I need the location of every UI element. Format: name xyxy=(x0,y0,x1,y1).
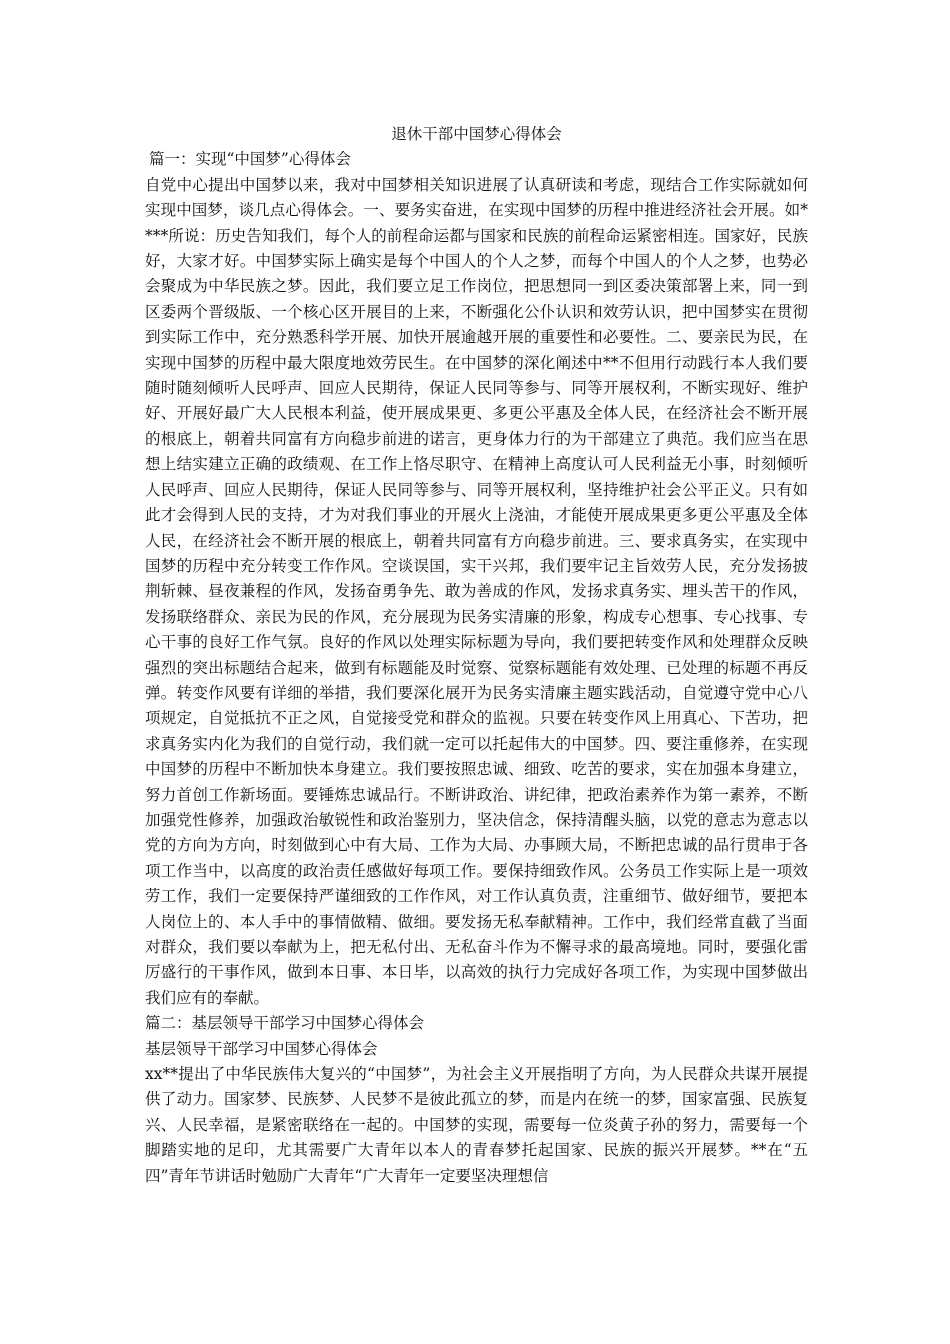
section-subheading-2: 基层领导干部学习中国梦心得体会 xyxy=(145,1039,378,1058)
document-title: 退休干部中国梦心得体会 xyxy=(391,125,562,143)
section-paragraph-2: xx**提出了中华民族伟大复兴的“中国梦”，为社会主义开展指明了方向，为人民群众共谋开展提供了动力。国家梦、民族梦、人民梦不是彼此孤立的梦，而是内在统一的梦，国家富强、民族复兴、人民幸福，是紧密联络在一起的。中国梦的实现，需要每一位炎黄子孙的努力，需要每一个脚踏实地的足印，尤其需要广大青年以本人的青春梦托起国家、民族的振兴开展梦。**在“五四”青年节讲话时勉励广大青年“广大青年一定要坚决理想信 xyxy=(145,1065,808,1185)
document-page xyxy=(145,122,808,1189)
section-heading-1: 篇一：实现“中国梦”心得体会 xyxy=(149,150,351,169)
section-heading-2: 篇二：基层领导干部学习中国梦心得体会 xyxy=(145,1014,425,1033)
section-paragraph-1: 自党中心提出中国梦以来，我对中国梦相关知识进展了认真研读和考虑，现结合工作实际就如何实现中国梦，谈几点心得体会。一、要务实奋进，在实现中国梦的历程中推进经济社会开展。如****所说：历史告知我们，每个人的前程命运都与国家和民族的前程命运紧密相连。国家好，民族好，大家才好。中国梦实际上确实是每个中国人的个人之梦，而每个中国人的个人之梦，也势必会聚成为中华民族之梦。因此，我们要立足工作岗位，把思想同一到区委决策部署上来，同一到区委两个晋级版、一个核心区开展目的上来，不断强化公仆认识和效劳认识，把中国梦实在贯彻到实际工作中，充分熟悉科学开展、加快开展逾越开展的重要性和必要性。二、要亲民为民，在实现中国梦的历程中最大限度地效劳民生。在中国梦的深化阐述中**不但用行动践行本人我们要随时随刻倾听人民呼声、回应人民期待，保证人民同等参与、同等开展权利，不断实现好、维护好、开展好最广大人民根本利益，使开展成果更、多更公平惠及全体人民，在经济社会不断开展的根底上，朝着共同富有方向稳步前进的诺言，更身体力行的为干部建立了典范。我们应当在思想上结实建立正确的政绩观、在工作上恪尽职守、在精神上高度认可人民利益无小事，时刻倾听人民呼声、回应人民期待，保证人民同等参与、同等开展权利，坚持维护社会公平正义。只有如此才会得到人民的支持，才为对我们事业的开展火上浇油，才能使开展成果更多更公平惠及全体人民，在经济社会不断开展的根底上，朝着共同富有方向稳步前进。三、要求真务实，在实现中国梦的历程中充分转变工作作风。空谈误国，实干兴邦，我们要牢记主旨效劳人民，充分发扬披荆斩棘、昼夜兼程的作风，发扬奋勇争先、敢为善成的作风，发扬求真务实、埋头苦干的作风，发扬联络群众、亲民为民的作风，充分展现为民务实清廉的形象，构成专心想事、专心找事、专心干事的良好工作气氛。良好的作风以处理实际标题为导向，我们要把转变作风和处理群众反映强烈的突出标题结合起来，做到有标题能及时觉察、觉察标题能有效处理、已处理的标题不再反弹。转变作风要有详细的举措，我们要深化展开为民务实清廉主题实践活动，自觉遵守党中心八项规定，自觉抵抗不正之风，自觉接受党和群众的监视。只要在转变作风上用真心、下苦功，把求真务实内化为我们的自觉行动，我们就一定可以托起伟大的中国梦。四、要注重修养，在实现中国梦的历程中不断加快本身建立。我们要按照忠诚、细致、吃苦的要求，实在加强本身建立，努力首创工作新场面。要锤炼忠诚品行。不断讲政治、讲纪律，把政治素养作为第一素养，不断加强党性修养，加强政治敏锐性和政治鉴别力，坚决信念，保持清醒头脑，以党的意志为意志以党的方向为方向，时刻做到心中有大局、工作为大局、办事顾大局，不断把忠诚的品行贯串于各项工作当中，以高度的政治责任感做好每项工作。要保持细致作风。公务员工作实际上是一项效劳工作，我们一定要保持严谨细致的工作作风，对工作认真负责，注重细节、做好细节，要把本人岗位上的、本人手中的事情做精、做细。要发扬无私奉献精神。工作中，我们经常直截了当面对群众，我们要以奉献为上，把无私付出、无私奋斗作为不懈寻求的最高境地。同时，要强化雷厉盛行的干事作风，做到本日事、本日毕，以高效的执行力完成好各项工作，为实现中国梦做出我们应有的奉献。 xyxy=(145,175,808,1007)
